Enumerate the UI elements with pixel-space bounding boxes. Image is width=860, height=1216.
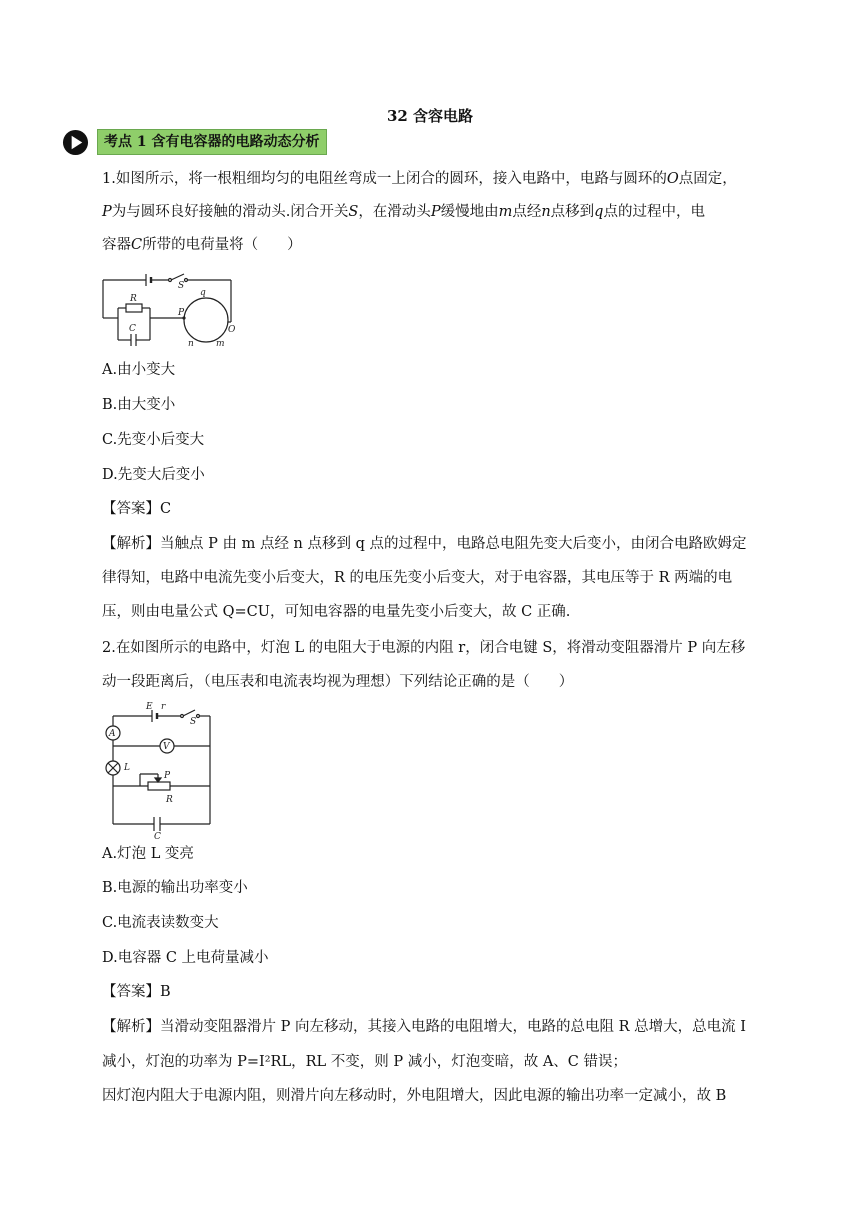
fig1-label-m: m [216, 339, 225, 349]
fig2-label-l: L [124, 763, 130, 773]
q1-explanation-line1: 【解析】当触点 P 由 m 点经 n 点移到 q 点的过程中，电路总电阻先变大后变小，由闭合电路欧姆定 [102, 536, 747, 552]
q1-circuit-diagram [100, 268, 242, 350]
q1-stem-line1: 1.如图所示，将一根粗细均匀的电阻丝弯成一上闭合的圆环，接入电路中，电路与圆环的O点固定， [102, 171, 737, 187]
q2-stem-line1: 2.在如图所示的电路中，灯泡 L 的电阻大于电源的内阻 r，闭合电键 S，将滑动变阻器滑片 P 向左移 [102, 640, 746, 656]
fig2-label-p: P [164, 771, 171, 781]
q1-answer: 【答案】C [102, 501, 172, 517]
q1-option-c: C.先变小后变大 [102, 432, 205, 448]
q2-stem-line2: 动一段距离后，（电压表和电流表均视为理想）下列结论正确的是（ ） [102, 674, 574, 690]
q1-stem-line3: 容器C所带的电荷量将（ ） [102, 237, 302, 253]
fig1-label-n: n [188, 339, 194, 349]
q1-explanation-line3: 压，则由电量公式 Q=CU，可知电容器的电量先变小后变大，故 C 正确. [102, 604, 571, 620]
play-circle-icon [62, 129, 89, 156]
fig2-voltmeter-v: V [163, 742, 170, 752]
section-label: 考点 1 含有电容器的电路动态分析 [97, 129, 327, 155]
fig1-label-q: q [200, 288, 206, 298]
q1-explanation-line2: 律得知，电路中电流先变小后变大，R 的电压先变小后变大，对于电容器，其电压等于 R 两端的电 [102, 570, 733, 586]
q2-option-c: C.电流表读数变大 [102, 915, 219, 931]
q2-explanation-line2: 减小，灯泡的功率为 P=I²RL，RL 不变，则 P 减小，灯泡变暗，故 A、C 错误； [102, 1054, 628, 1070]
section-header [62, 128, 327, 156]
q2-explanation-line3: 因灯泡内阻大于电源内阻，则滑片向左移动时，外电阻增大，因此电源的输出功率一定减小，故 B [102, 1088, 727, 1104]
q2-option-a: A.灯泡 L 变亮 [102, 846, 194, 862]
q2-option-b: B.电源的输出功率变小 [102, 880, 248, 896]
fig2-label-r: R [166, 795, 173, 805]
q2-circuit-diagram [100, 702, 216, 840]
fig2-label-c: C [154, 832, 161, 840]
q2-option-d: D.电容器 C 上电荷量减小 [102, 950, 269, 966]
fig2-label-e: E [146, 702, 153, 712]
fig2-label-s: S [190, 717, 197, 727]
fig1-label-r: R [130, 294, 137, 304]
q1-option-d: D.先变大后变小 [102, 467, 205, 483]
fig2-label-r-internal: r [161, 702, 166, 712]
q1-option-b: B.由大变小 [102, 397, 176, 413]
fig2-ammeter-a: A [109, 729, 116, 739]
q1-stem-line2: P为与圆环良好接触的滑动头.闭合开关S，在滑动头P缓慢地由m点经n点移到q点的过程中，电 [102, 204, 705, 220]
fig1-label-p: P [178, 308, 185, 318]
q2-explanation-line1: 【解析】当滑动变阻器滑片 P 向左移动，其接入电路的电阻增大，电路的总电阻 R 总增大，总电流 I [102, 1019, 746, 1035]
fig1-label-s: S [178, 281, 185, 291]
q1-option-a: A.由小变大 [102, 362, 176, 378]
q2-answer: 【答案】B [102, 984, 171, 1000]
fig1-label-c: C [129, 324, 136, 334]
fig1-label-o: O [228, 325, 236, 335]
page-title: 32 含容电路 [386, 107, 474, 125]
